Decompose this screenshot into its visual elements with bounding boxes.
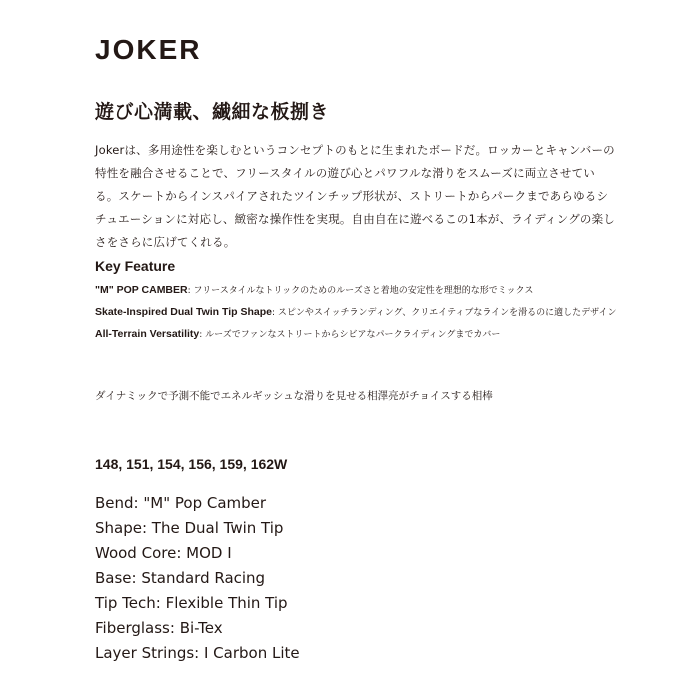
size-list: 148, 151, 154, 156, 159, 162W xyxy=(95,456,288,472)
feature-item xyxy=(95,280,615,302)
spec-base: Base: Standard Racing xyxy=(95,569,266,587)
feature-description: : スピンやスイッチランディング、クリエイティブなラインを滑るのに適したデザイン xyxy=(271,308,617,318)
feature-item xyxy=(95,324,615,346)
intro-paragraph: Jokerは、多用途性を楽しむというコンセプトのもとに生まれたボードだ。ロッカーとキャンバーの特性を融合させることで、フリースタイルの遊び心とパワフルな滑りをスムーズに両立させている。スケートからインスパイアされたツインチップ形状が、ストリートからパークまであらゆるシチュエーションに対応し、緻密な操作性を実現。自由自在に遊べるこの1本が、ライディングの楽しさをさらに広げてくれる。 xyxy=(95,143,616,249)
spec-bend: Bend: "M" Pop Camber xyxy=(95,494,267,512)
feature-name: Skate-Inspired Dual Twin Tip Shape xyxy=(95,306,272,318)
key-feature-list xyxy=(95,280,615,346)
rider-tagline: ダイナミックで予測不能でエネルギッシュな滑りを見せる相澤亮がチョイスする相棒 xyxy=(95,390,493,402)
feature-description: : ルーズでファンなストリートからシビアなパークライディングまでカバー xyxy=(199,330,501,340)
spec-wood-core: Wood Core: MOD I xyxy=(95,544,232,562)
spec-fiberglass: Fiberglass: Bi-Tex xyxy=(95,619,223,637)
key-feature-title: Key Feature xyxy=(95,258,176,274)
spec-layer-strings: Layer Strings: I Carbon Lite xyxy=(95,644,300,662)
headline: 遊び心満載、繊細な板捌き xyxy=(95,101,330,123)
brand-title: JOKER xyxy=(95,34,202,65)
feature-name: All-Terrain Versatility xyxy=(95,328,200,340)
spec-shape: Shape: The Dual Twin Tip xyxy=(95,519,284,537)
feature-name: "M" POP CAMBER xyxy=(95,284,188,296)
spec-tip-tech: Tip Tech: Flexible Thin Tip xyxy=(95,594,288,612)
spec-list xyxy=(95,491,300,666)
feature-item xyxy=(95,302,615,324)
feature-description: : フリースタイルなトリックのためのルーズさと着地の安定性を理想的な形でミックス xyxy=(187,286,534,296)
